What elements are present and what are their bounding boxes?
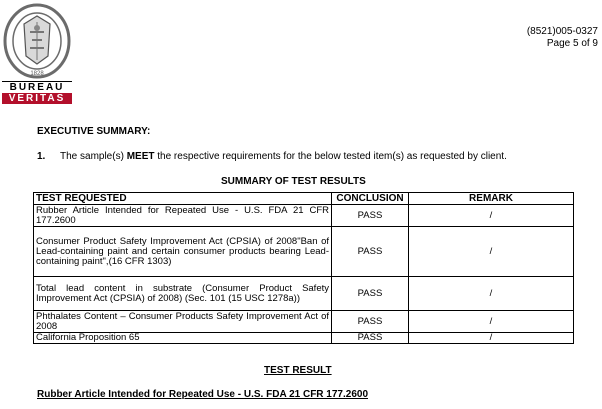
item-text-post: the respective requirements for the below tested item(s) as requested by client. <box>154 151 507 162</box>
cell-conclusion: PASS <box>332 333 409 344</box>
page-number: Page 5 of 9 <box>546 38 598 49</box>
cell-remark: / <box>409 227 574 277</box>
logo-year: 1828 <box>30 71 44 77</box>
cell-conclusion: PASS <box>332 277 409 311</box>
table-row <box>34 277 574 311</box>
test-result-title: TEST RESULT <box>264 365 332 376</box>
summary-table-title: SUMMARY OF TEST RESULTS <box>221 176 366 187</box>
bureau-veritas-logo <box>2 2 72 106</box>
cell-test: Consumer Product Safety Improvement Act (CPSIA) of 2008"Ban of Lead-containing paint and certain consumer products bearing Lead-containing paint",(16 CFR 1303) <box>34 227 332 277</box>
summary-item-1 <box>37 151 507 162</box>
summary-results-table <box>33 192 574 344</box>
item-text-pre: The sample(s) <box>60 151 127 162</box>
table-header-row <box>34 193 574 205</box>
logo-band-top: BUREAU <box>2 81 72 94</box>
logo-band-bottom: VERITAS <box>2 93 72 104</box>
cell-remark: / <box>409 311 574 333</box>
cell-test: Phthalates Content – Consumer Products Safety Improvement Act of 2008 <box>34 311 332 333</box>
report-number: (8521)005-0327 <box>526 26 598 37</box>
cell-test: Rubber Article Intended for Repeated Use - U.S. FDA 21 CFR 177.2600 <box>34 205 332 227</box>
header-remark: REMARK <box>409 193 574 205</box>
cell-remark: / <box>409 277 574 311</box>
cell-test: Total lead content in substrate (Consumer Product Safety Improvement Act (CPSIA) of 2008) (Sec. 101 (15 USC 1278a)) <box>34 277 332 311</box>
header-test-requested: TEST REQUESTED <box>34 193 332 205</box>
item-text-bold: MEET <box>126 151 155 162</box>
cell-conclusion: PASS <box>332 205 409 227</box>
logo-seal-icon <box>2 2 72 80</box>
table-row <box>34 205 574 227</box>
cell-conclusion: PASS <box>332 311 409 333</box>
test-result-subtitle: Rubber Article Intended for Repeated Use - U.S. FDA 21 CFR 177.2600 <box>37 389 369 400</box>
executive-summary-title: EXECUTIVE SUMMARY: <box>37 126 151 137</box>
cell-remark: / <box>409 333 574 344</box>
cell-remark: / <box>409 205 574 227</box>
table-row <box>34 227 574 277</box>
header-conclusion: CONCLUSION <box>332 193 409 205</box>
cell-conclusion: PASS <box>332 227 409 277</box>
header-reference <box>527 26 598 50</box>
table-row <box>34 333 574 344</box>
cell-test: California Proposition 65 <box>34 333 332 344</box>
table-row <box>34 311 574 333</box>
item-number: 1. <box>37 151 46 162</box>
